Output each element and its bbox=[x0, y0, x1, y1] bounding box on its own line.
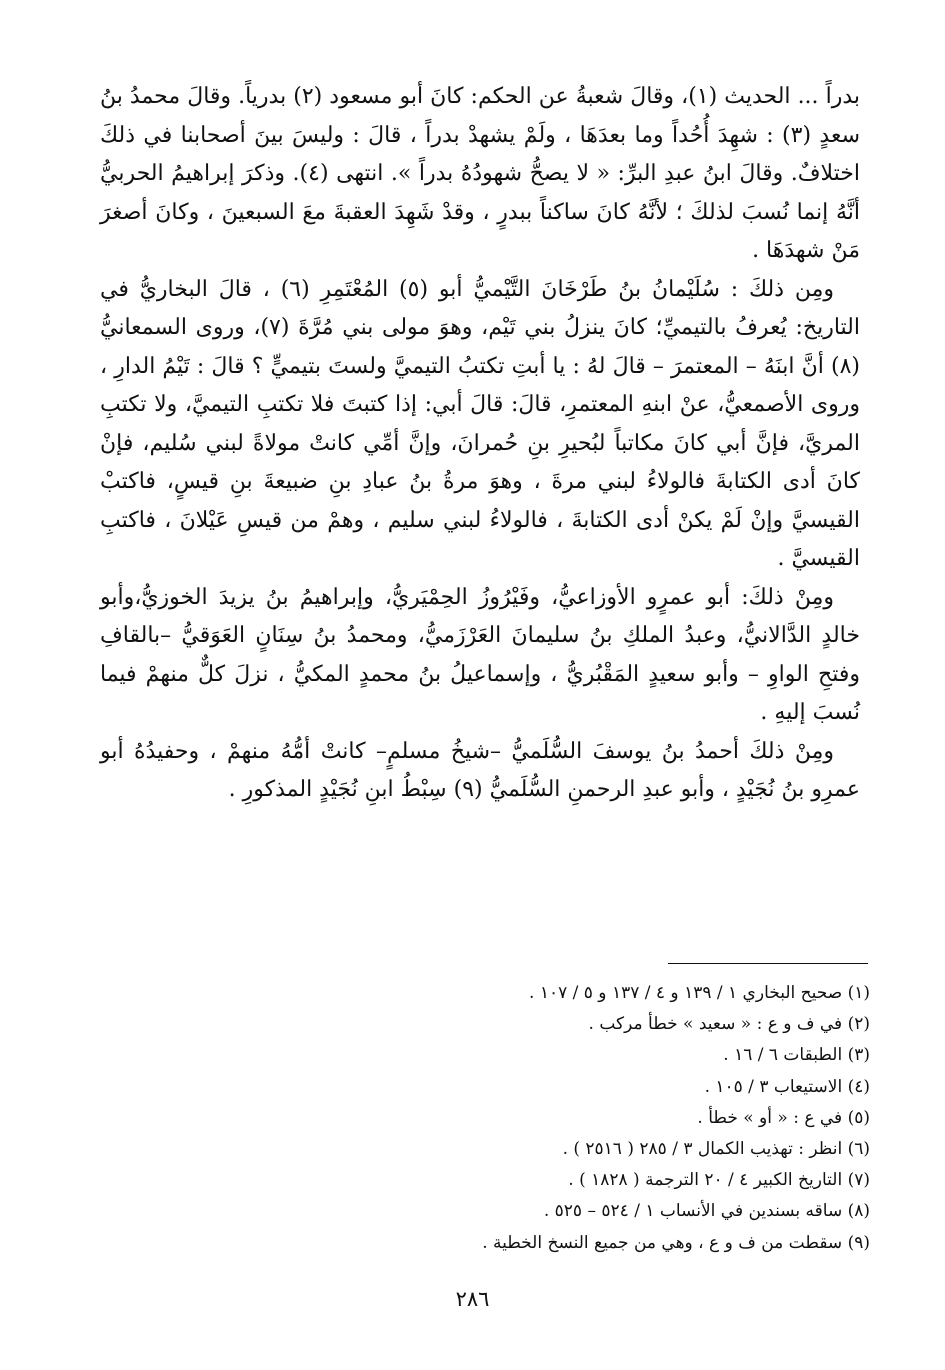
footnote: (٩) سقطت من ف و ع ، وهي من جميع النسخ الخطية . bbox=[482, 1232, 870, 1253]
paragraph-1: بدراً ... الحديث (١)، وقالَ شعبةُ عن الحكم: كانَ أبو مسعود (٢) بدرياً. وقالَ محمدُ بنُ سعدٍ (٣) : شهِدَ أُحُداً وما بعدَهَا ، ولَمْ يشهدْ بدراً ، قالَ : وليسَ بينَ أصحابنا في ذلكَ اختلافٌ. وقالَ ابنُ عبدِ البرِّ: « لا يصحُّ شهودُهُ بدراً ». انتهى (٤). وذكرَ إبراهيمُ الحربيُّ أنَّهُ إنما نُسبَ لذلكَ ؛ لأنَّهُ كانَ ساكناً ببدرٍ ، وقدْ شَهِدَ العقبةَ معَ السبعينَ ، وكانَ أصغرَ مَنْ شهدَهَا . bbox=[100, 84, 861, 263]
paragraph-3: ومِنْ ذلكَ: أبو عمرٍو الأوزاعيُّ، وفَيْرُوزُ الحِمْيَريُّ، وإبراهيمُ بنُ يزيدَ الخوزيُّ،وأبو خالدٍ الدَّالانيُّ، وعبدُ الملكِ بنُ سليمانَ العَرْزَميُّ، ومحمدُ بنُ سِنَانٍ العَوَقيُّ –بالقافِ وفتحِ الواوِ – وأبو سعيدٍ المَقْبُريُّ ، وإسماعيلُ بنُ محمدٍ المكيُّ ، نزلَ كلٌّ منهمْ فيما نُسبَ إليهِ . bbox=[100, 584, 860, 725]
footnote: (٧) التاريخ الكبير ٤ / ٢٠ الترجمة ( ١٨٢٨ ) . bbox=[568, 1170, 870, 1191]
footnote-divider bbox=[668, 963, 868, 964]
footnote: (٦) انظر : تهذيب الكمال ٣ / ٢٨٥ ( ٢٥١٦ ) . bbox=[562, 1139, 870, 1160]
paragraph-2: ومِن ذلكَ : سُلَيْمانُ بنُ طَرْخَانَ التَّيْميُّ أبو (٥) المُعْتَمِرِ (٦) ، قالَ البخاريُّ في التاريخ: يُعرفُ بالتيميِّ؛ كانَ ينزلُ بني تَيْم، وهوَ مولى بني مُرَّةَ (٧)، وروى السمعانيُّ (٨) أنَّ ابنَهُ – المعتمرَ – قالَ لهُ : يا أبتِ تكتبُ التيميَّ ولستَ بتيميٍّ ؟ قالَ : تَيْمُ الدارِ ، وروى الأصمعيُّ، عنْ ابنهِ المعتمرِ، قالَ: قالَ أبي: إذا كتبتَ فلا تكتبِ التيميَّ، ولا تكتبِ المريَّ، فإنَّ أبي كانَ مكاتباً لبُحيرِ بنِ حُمرانَ، وإنَّ أمِّي كانتْ مولاةً لبني سُليم، فإنْ كانَ أدى الكتابةَ فالولاءُ لبني مرةَ ، وهوَ مرةُ بنُ عبادِ بنِ ضبيعةَ بنِ قيسٍ، فاكتبْ القيسيَّ وإنْ لَمْ يكنْ أدى الكتابةَ ، فالولاءُ لبني سليم ، وهمْ من قيسِ عَيْلانَ ، فاكتبِ القيسيَّ . bbox=[100, 276, 860, 571]
footnote: (٢) في ف و ع : « سعيد » خطأ مركب . bbox=[588, 1014, 870, 1035]
footnote: (٨) ساقه بسندين في الأنساب ١ / ٥٢٤ – ٥٢٥ . bbox=[543, 1201, 870, 1222]
page-number: ٢٨٦ bbox=[455, 1287, 490, 1311]
footnote: (٣) الطبقات ٦ / ١٦ . bbox=[723, 1045, 870, 1066]
paragraph-4: ومِنْ ذلكَ أحمدُ بنُ يوسفَ السُّلَميُّ –شيخُ مسلمٍ– كانتْ أمُّهُ منهمْ ، وحفيدُهُ أبو عمرِو بنُ نُجَيْدٍ ، وأبو عبدِ الرحمنِ السُّلَميُّ (٩) سِبْطُ ابنِ نُجَيْدٍ المذكورِ . bbox=[100, 738, 860, 802]
footnote: (٤) الاستيعاب ٣ / ١٠٥ . bbox=[704, 1076, 870, 1097]
footnote: (٥) في ع : « أو » خطأ . bbox=[697, 1107, 870, 1128]
footnote: (١) صحيح البخاري ١ / ١٣٩ و ٤ / ١٣٧ و ٥ / ١٠٧ . bbox=[529, 983, 870, 1003]
footnotes bbox=[300, 978, 870, 1259]
main-text bbox=[100, 78, 860, 810]
